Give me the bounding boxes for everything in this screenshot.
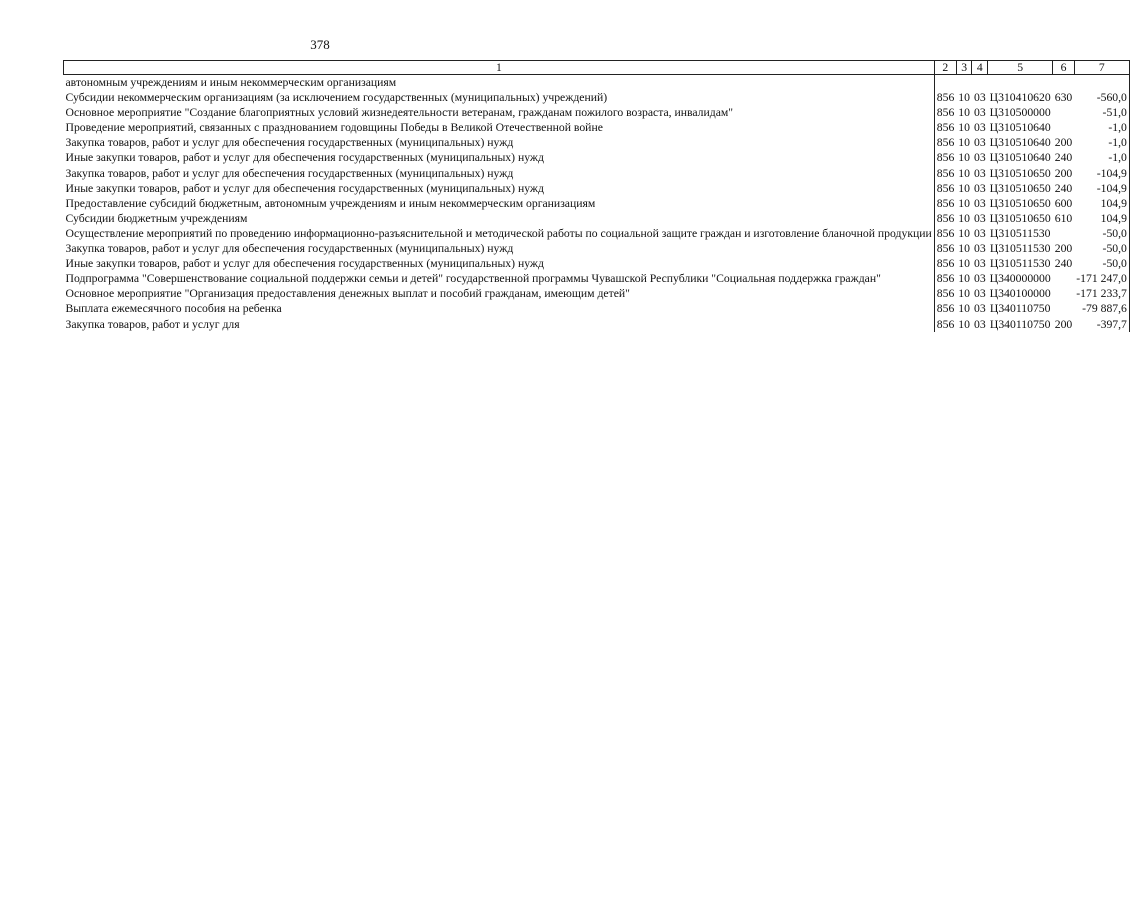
row-name-cell: Закупка товаров, работ и услуг для обеспечения государственных (муниципальных) нужд xyxy=(64,135,935,150)
ministry-code-cell: 856 xyxy=(936,211,955,225)
section-code-cell: 10 xyxy=(958,242,970,256)
table-row xyxy=(64,90,1130,105)
table-row xyxy=(64,226,1130,241)
expense-type-cell: 240 xyxy=(1054,181,1073,195)
ministry-code-cell: 856 xyxy=(936,302,955,316)
row-name-cell: Основное мероприятие "Создание благоприятных условий жизнедеятельности ветеранам, гражданам пожилого возраста, инвалидам" xyxy=(64,105,935,120)
expense-type-cell xyxy=(1053,105,1075,120)
target-article-cell: Ц310510640 xyxy=(989,136,1051,150)
target-article-cell: Ц310511530 xyxy=(989,257,1051,271)
target-article-cell: Ц340100000 xyxy=(989,287,1051,301)
row-name-cell: Выплата ежемесячного пособия на ребенка xyxy=(64,301,935,316)
amount-cell: -171 247,0 xyxy=(1074,271,1129,286)
target-article-cell: Ц310410620 xyxy=(989,91,1051,105)
table-row xyxy=(64,166,1130,181)
subsection-code-cell: 03 xyxy=(973,257,986,271)
expense-type-cell xyxy=(1053,286,1075,301)
row-name-cell: Подпрограмма "Совершенствование социальной поддержки семьи и детей" государственной программы Чувашской Республики "Социальная поддержка граждан" xyxy=(64,271,935,286)
ministry-code-cell: 856 xyxy=(936,196,955,210)
target-article-cell xyxy=(988,75,1053,91)
expense-type-cell xyxy=(1053,226,1075,241)
expense-type-cell: 240 xyxy=(1054,151,1073,165)
amount-cell: -171 233,7 xyxy=(1074,286,1129,301)
section-code-cell: 10 xyxy=(958,91,970,105)
section-code-cell: 10 xyxy=(958,196,970,210)
table-row xyxy=(64,211,1130,226)
column-header: 2 xyxy=(934,61,956,75)
table-header-row xyxy=(64,61,1130,75)
amount-cell: -560,0 xyxy=(1074,90,1129,105)
section-code-cell: 10 xyxy=(958,287,970,301)
target-article-cell: Ц310511530 xyxy=(989,226,1051,240)
expense-type-cell: 200 xyxy=(1054,166,1073,180)
amount-cell: -50,0 xyxy=(1074,226,1129,241)
expense-type-cell xyxy=(1053,120,1075,135)
expense-type-cell: 200 xyxy=(1054,242,1073,256)
expense-type-cell: 240 xyxy=(1054,257,1073,271)
table-row xyxy=(64,135,1130,150)
ministry-code-cell: 856 xyxy=(936,136,955,150)
subsection-code-cell: 03 xyxy=(973,166,986,180)
target-article-cell: Ц340110750 xyxy=(989,317,1051,331)
amount-cell: -79 887,6 xyxy=(1074,301,1129,316)
amount-cell: -1,0 xyxy=(1074,150,1129,165)
subsection-code-cell xyxy=(972,75,988,91)
subsection-code-cell: 03 xyxy=(973,287,986,301)
section-code-cell: 10 xyxy=(958,302,970,316)
ministry-code-cell: 856 xyxy=(936,166,955,180)
target-article-cell: Ц310511530 xyxy=(989,242,1051,256)
expense-type-cell xyxy=(1053,75,1075,91)
amount-cell: -51,0 xyxy=(1074,105,1129,120)
budget-table xyxy=(63,60,1130,332)
expense-type-cell xyxy=(1053,301,1075,316)
target-article-cell: Ц340000000 xyxy=(989,272,1051,286)
row-name-cell: Закупка товаров, работ и услуг для обеспечения государственных (муниципальных) нужд xyxy=(64,241,935,256)
amount-cell: -50,0 xyxy=(1074,256,1129,271)
subsection-code-cell: 03 xyxy=(973,91,986,105)
row-name-cell: Закупка товаров, работ и услуг для обеспечения государственных (муниципальных) нужд xyxy=(64,166,935,181)
table-row xyxy=(64,301,1130,316)
section-code-cell: 10 xyxy=(958,211,970,225)
expense-type-cell: 610 xyxy=(1054,211,1073,225)
amount-cell: -104,9 xyxy=(1074,181,1129,196)
amount-cell xyxy=(1074,75,1129,91)
subsection-code-cell: 03 xyxy=(973,181,986,195)
row-name-cell: Предоставление субсидий бюджетным, автономным учреждениям и иным некоммерческим организациям xyxy=(64,196,935,211)
amount-cell: -1,0 xyxy=(1074,135,1129,150)
section-code-cell: 10 xyxy=(958,121,970,135)
ministry-code-cell: 856 xyxy=(936,121,955,135)
amount-cell: 104,9 xyxy=(1074,196,1129,211)
subsection-code-cell: 03 xyxy=(973,226,986,240)
ministry-code-cell: 856 xyxy=(936,317,955,331)
subsection-code-cell: 03 xyxy=(973,196,986,210)
ministry-code-cell xyxy=(934,75,956,91)
subsection-code-cell: 03 xyxy=(973,106,986,120)
ministry-code-cell: 856 xyxy=(936,242,955,256)
row-name-cell: Субсидии бюджетным учреждениям xyxy=(64,211,935,226)
row-name-cell: Закупка товаров, работ и услуг для xyxy=(64,317,935,332)
target-article-cell: Ц340110750 xyxy=(989,302,1051,316)
section-code-cell: 10 xyxy=(958,151,970,165)
ministry-code-cell: 856 xyxy=(936,106,955,120)
section-code-cell: 10 xyxy=(958,106,970,120)
subsection-code-cell: 03 xyxy=(973,272,986,286)
expense-type-cell: 630 xyxy=(1054,91,1073,105)
table-row xyxy=(64,105,1130,120)
subsection-code-cell: 03 xyxy=(973,242,986,256)
row-name-cell: Основное мероприятие "Организация предоставления денежных выплат и пособий гражданам, имеющим детей" xyxy=(64,286,935,301)
table-row xyxy=(64,120,1130,135)
section-code-cell: 10 xyxy=(958,317,970,331)
amount-cell: -1,0 xyxy=(1074,120,1129,135)
table-body xyxy=(64,75,1130,332)
table-row xyxy=(64,271,1130,286)
section-code-cell: 10 xyxy=(958,272,970,286)
expense-type-cell: 200 xyxy=(1054,317,1073,331)
expense-type-cell: 200 xyxy=(1054,136,1073,150)
subsection-code-cell: 03 xyxy=(973,151,986,165)
target-article-cell: Ц310510650 xyxy=(989,196,1051,210)
target-article-cell: Ц310510650 xyxy=(989,211,1051,225)
subsection-code-cell: 03 xyxy=(973,317,986,331)
ministry-code-cell: 856 xyxy=(936,226,955,240)
table-row xyxy=(64,196,1130,211)
column-header: 5 xyxy=(988,61,1053,75)
page-number: 378 xyxy=(310,37,330,52)
ministry-code-cell: 856 xyxy=(936,257,955,271)
target-article-cell: Ц310510650 xyxy=(989,181,1051,195)
row-name-cell: Субсидии некоммерческим организациям (за исключением государственных (муниципальных) учреждений) xyxy=(64,90,935,105)
table-row xyxy=(64,317,1130,332)
row-name-cell: автономным учреждениям и иным некоммерческим организациям xyxy=(64,75,935,91)
target-article-cell: Ц310510650 xyxy=(989,166,1051,180)
column-header: 4 xyxy=(972,61,988,75)
expense-type-cell: 600 xyxy=(1054,196,1073,210)
section-code-cell: 10 xyxy=(958,181,970,195)
amount-cell: 104,9 xyxy=(1074,211,1129,226)
section-code-cell: 10 xyxy=(958,136,970,150)
column-header: 3 xyxy=(956,61,972,75)
section-code-cell: 10 xyxy=(958,166,970,180)
target-article-cell: Ц310500000 xyxy=(989,106,1051,120)
subsection-code-cell: 03 xyxy=(973,136,986,150)
amount-cell: -104,9 xyxy=(1074,166,1129,181)
section-code-cell: 10 xyxy=(958,257,970,271)
ministry-code-cell: 856 xyxy=(936,151,955,165)
ministry-code-cell: 856 xyxy=(936,287,955,301)
subsection-code-cell: 03 xyxy=(973,211,986,225)
table-row xyxy=(64,150,1130,165)
column-header: 1 xyxy=(64,61,935,75)
table-row xyxy=(64,241,1130,256)
section-code-cell xyxy=(956,75,972,91)
subsection-code-cell: 03 xyxy=(973,302,986,316)
table-row xyxy=(64,75,1130,91)
subsection-code-cell: 03 xyxy=(973,121,986,135)
ministry-code-cell: 856 xyxy=(936,181,955,195)
ministry-code-cell: 856 xyxy=(936,272,955,286)
target-article-cell: Ц310510640 xyxy=(989,151,1051,165)
row-name-cell: Иные закупки товаров, работ и услуг для обеспечения государственных (муниципальных) нужд xyxy=(64,150,935,165)
column-header: 6 xyxy=(1053,61,1075,75)
target-article-cell: Ц310510640 xyxy=(989,121,1051,135)
amount-cell: -397,7 xyxy=(1074,317,1129,332)
row-name-cell: Осуществление мероприятий по проведению информационно-разъяснительной и методической работы по социальной защите граждан и изготовление бланочной продукции xyxy=(64,226,935,241)
column-header: 7 xyxy=(1074,61,1129,75)
table-row xyxy=(64,181,1130,196)
amount-cell: -50,0 xyxy=(1074,241,1129,256)
section-code-cell: 10 xyxy=(958,226,970,240)
row-name-cell: Иные закупки товаров, работ и услуг для обеспечения государственных (муниципальных) нужд xyxy=(64,256,935,271)
table-row xyxy=(64,286,1130,301)
row-name-cell: Иные закупки товаров, работ и услуг для обеспечения государственных (муниципальных) нужд xyxy=(64,181,935,196)
table-row xyxy=(64,256,1130,271)
expense-type-cell xyxy=(1053,271,1075,286)
ministry-code-cell: 856 xyxy=(936,91,955,105)
row-name-cell: Проведение мероприятий, связанных с празднованием годовщины Победы в Великой Отечественной войне xyxy=(64,120,935,135)
